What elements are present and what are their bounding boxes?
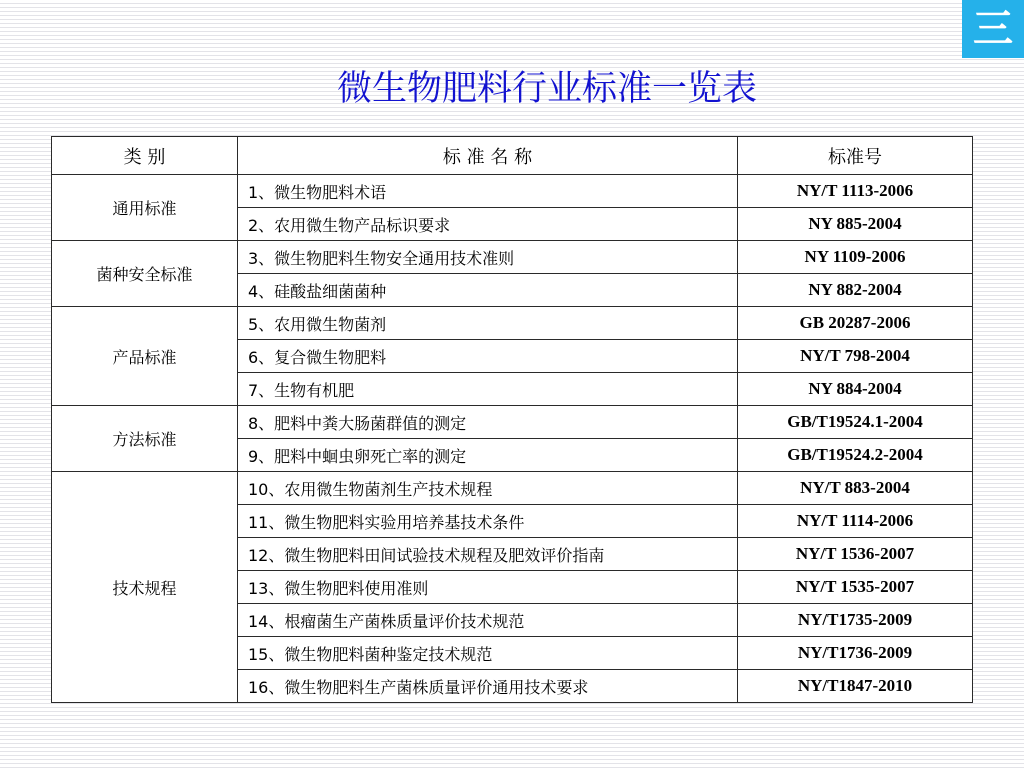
- standard-name: 3、微生物肥料生物安全通用技术准则: [238, 241, 738, 274]
- table-row: [52, 406, 973, 439]
- standard-name: 7、生物有机肥: [238, 373, 738, 406]
- standard-number: GB/T19524.2-2004: [738, 439, 973, 472]
- header-standard-name: 标 准 名 称: [238, 137, 738, 175]
- header-category: 类 别: [52, 137, 238, 175]
- standard-number: NY 884-2004: [738, 373, 973, 406]
- table-row: [52, 472, 973, 505]
- page-title: 微生物肥料行业标准一览表: [336, 69, 757, 109]
- standard-name: 2、农用微生物产品标识要求: [238, 208, 738, 241]
- standard-name: 13、微生物肥料使用准则: [238, 571, 738, 604]
- standard-number: NY 885-2004: [738, 208, 973, 241]
- table-header-row: [52, 137, 973, 175]
- standard-name: 9、肥料中蛔虫卵死亡率的测定: [238, 439, 738, 472]
- header-standard-number: 标准号: [738, 137, 973, 175]
- standard-number: NY/T 798-2004: [738, 340, 973, 373]
- standard-number: NY/T 1535-2007: [738, 571, 973, 604]
- category-cell: 方法标准: [52, 406, 238, 472]
- category-cell: 技术规程: [52, 472, 238, 703]
- standard-number: NY 1109-2006: [738, 241, 973, 274]
- category-cell: 产品标准: [52, 307, 238, 406]
- standard-name: 4、硅酸盐细菌菌种: [238, 274, 738, 307]
- standard-name: 15、微生物肥料菌种鉴定技术规范: [238, 637, 738, 670]
- standard-name: 1、微生物肥料术语: [238, 175, 738, 208]
- table-row: [52, 241, 973, 274]
- standard-number: NY/T 1113-2006: [738, 175, 973, 208]
- standard-name: 12、微生物肥料田间试验技术规程及肥效评价指南: [238, 538, 738, 571]
- standard-number: GB 20287-2006: [738, 307, 973, 340]
- standard-name: 11、微生物肥料实验用培养基技术条件: [238, 505, 738, 538]
- standard-name: 5、农用微生物菌剂: [238, 307, 738, 340]
- standard-name: 10、农用微生物菌剂生产技术规程: [238, 472, 738, 505]
- standard-number: NY/T1735-2009: [738, 604, 973, 637]
- standard-number: NY 882-2004: [738, 274, 973, 307]
- table-row: [52, 175, 973, 208]
- standard-number: NY/T 1114-2006: [738, 505, 973, 538]
- standard-name: 8、肥料中粪大肠菌群值的测定: [238, 406, 738, 439]
- standard-number: NY/T1847-2010: [738, 670, 973, 703]
- standard-name: 16、微生物肥料生产菌株质量评价通用技术要求: [238, 670, 738, 703]
- standard-number: GB/T19524.1-2004: [738, 406, 973, 439]
- standard-number: NY/T 1536-2007: [738, 538, 973, 571]
- standard-name: 14、根瘤菌生产菌株质量评价技术规范: [238, 604, 738, 637]
- category-cell: 通用标准: [52, 175, 238, 241]
- section-badge: 三: [962, 0, 1024, 58]
- standard-name: 6、复合微生物肥料: [238, 340, 738, 373]
- standards-table: [51, 136, 973, 703]
- standard-number: NY/T 883-2004: [738, 472, 973, 505]
- standard-number: NY/T1736-2009: [738, 637, 973, 670]
- table-row: [52, 307, 973, 340]
- category-cell: 菌种安全标准: [52, 241, 238, 307]
